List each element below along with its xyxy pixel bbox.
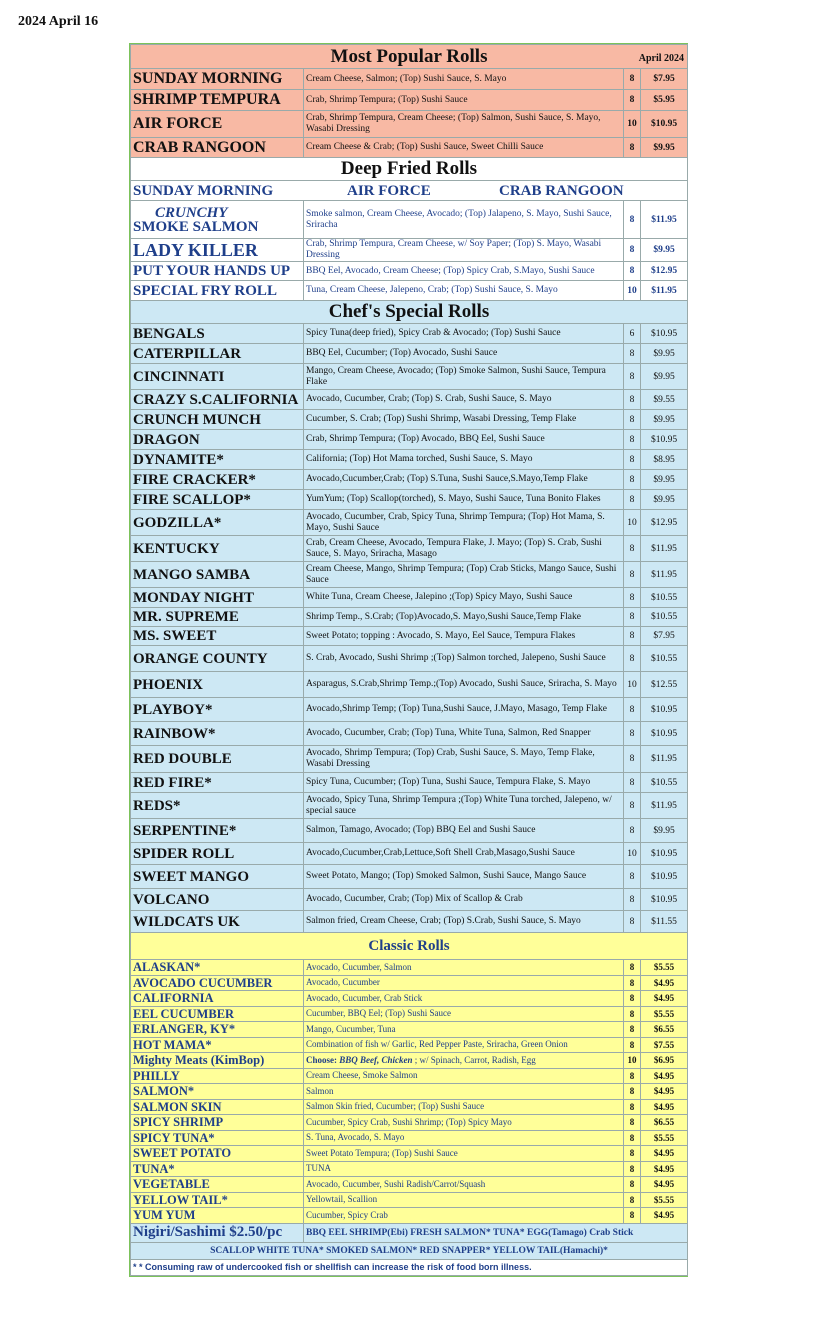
item-description: Avocado, Cucumber, Crab; (Top) Tuna, White Tuna, Salmon, Red Snapper <box>304 722 624 746</box>
item-piece-count: 8 <box>624 239 641 262</box>
item-price: $7.95 <box>641 69 688 90</box>
item-description: S. Crab, Avocado, Sushi Shrimp ;(Top) Salmon torched, Jalepeno, Sushi Sauce <box>304 646 624 672</box>
item-price: $4.95 <box>641 1146 688 1162</box>
item-piece-count: 10 <box>624 1053 641 1069</box>
item-description: Mango, Cucumber, Tuna <box>304 1022 624 1038</box>
item-piece-count: 8 <box>624 608 641 627</box>
item-description: TUNA <box>304 1161 624 1177</box>
item-price: $11.95 <box>641 281 688 301</box>
item-price: $10.55 <box>641 588 688 608</box>
item-name: KENTUCKY <box>131 536 304 562</box>
menu-item-row <box>131 819 688 843</box>
item-description: BBQ Eel, Cucumber; (Top) Avocado, Sushi Sauce <box>304 344 624 364</box>
item-piece-count: 10 <box>624 672 641 698</box>
item-name: RED FIRE* <box>131 773 304 793</box>
item-price: $9.95 <box>641 410 688 430</box>
item-piece-count: 8 <box>624 1115 641 1131</box>
item-name: MR. SUPREME <box>131 608 304 627</box>
menu-item-row <box>131 239 688 262</box>
item-description: Avocado, Cucumber, Crab; (Top) S. Crab, Sushi Sauce, S. Mayo <box>304 390 624 410</box>
item-price: $12.55 <box>641 672 688 698</box>
menu-item-row <box>131 1099 688 1115</box>
item-description: Sweet Potato Tempura; (Top) Sushi Sauce <box>304 1146 624 1162</box>
item-name: TUNA* <box>131 1161 304 1177</box>
nigiri-label: Nigiri/Sashimi $2.50/pc <box>131 1223 304 1242</box>
item-piece-count: 8 <box>624 865 641 889</box>
menu-item-row <box>131 1130 688 1146</box>
item-description: S. Tuna, Avocado, S. Mayo <box>304 1130 624 1146</box>
item-description: Avocado, Cucumber, Sushi Radish/Carrot/Squash <box>304 1177 624 1193</box>
warning-row <box>131 1259 688 1275</box>
item-price: $10.55 <box>641 608 688 627</box>
menu-item-row <box>131 1208 688 1224</box>
item-name: SWEET MANGO <box>131 865 304 889</box>
item-description: Cucumber, Spicy Crab, Sushi Shrimp; (Top) Spicy Mayo <box>304 1115 624 1131</box>
item-name: CATERPILLAR <box>131 344 304 364</box>
item-piece-count: 8 <box>624 1130 641 1146</box>
item-piece-count: 8 <box>624 490 641 510</box>
menu-item-row <box>131 698 688 722</box>
item-piece-count: 8 <box>624 646 641 672</box>
item-name: CINCINNATI <box>131 364 304 390</box>
item-description: Combination of fish w/ Garlic, Red Pepper Paste, Sriracha, Green Onion <box>304 1037 624 1053</box>
item-piece-count: 8 <box>624 138 641 158</box>
item-price: $10.95 <box>641 111 688 138</box>
item-description: Salmon Skin fried, Cucumber; (Top) Sushi Sauce <box>304 1099 624 1115</box>
item-piece-count: 8 <box>624 69 641 90</box>
item-description: Cucumber, S. Crab; (Top) Sushi Shrimp, Wasabi Dressing, Temp Flake <box>304 410 624 430</box>
item-name: SERPENTINE* <box>131 819 304 843</box>
item-name: GODZILLA* <box>131 510 304 536</box>
menu-item-row <box>131 1037 688 1053</box>
item-piece-count: 8 <box>624 746 641 773</box>
item-price: $8.95 <box>641 450 688 470</box>
menu-item-row <box>131 1022 688 1038</box>
item-description: Spicy Tuna(deep fried), Spicy Crab & Avocado; (Top) Sushi Sauce <box>304 324 624 344</box>
item-description: YumYum; (Top) Scallop(torched), S. Mayo, Sushi Sauce, Tuna Bonito Flakes <box>304 490 624 510</box>
item-description: Salmon, Tamago, Avocado; (Top) BBQ Eel and Sushi Sauce <box>304 819 624 843</box>
item-description: Cucumber, BBQ Eel; (Top) Sushi Sauce <box>304 1006 624 1022</box>
item-piece-count: 8 <box>624 1068 641 1084</box>
item-name: ALASKAN* <box>131 960 304 976</box>
item-piece-count: 8 <box>624 1022 641 1038</box>
item-piece-count: 8 <box>624 1192 641 1208</box>
item-description: Avocado, Spicy Tuna, Shrimp Tempura ;(Top) White Tuna torched, Jalepeno, w/ special sauce <box>304 793 624 819</box>
item-price: $11.95 <box>641 746 688 773</box>
menu-item-row <box>131 1177 688 1193</box>
item-description: Cream Cheese & Crab; (Top) Sushi Sauce, Sweet Chilli Sauce <box>304 138 624 158</box>
menu-item-row <box>131 911 688 933</box>
menu-item-row <box>131 975 688 991</box>
item-name: PHOENIX <box>131 672 304 698</box>
item-name: RAINBOW* <box>131 722 304 746</box>
item-name: MS. SWEET <box>131 627 304 646</box>
item-name: SALMON* <box>131 1084 304 1100</box>
item-name: BENGALS <box>131 324 304 344</box>
item-price: $9.95 <box>641 490 688 510</box>
item-piece-count: 8 <box>624 889 641 911</box>
item-name: MONDAY NIGHT <box>131 588 304 608</box>
item-piece-count: 8 <box>624 819 641 843</box>
item-price: $6.55 <box>641 1115 688 1131</box>
item-price: $11.95 <box>641 793 688 819</box>
item-name: PLAYBOY* <box>131 698 304 722</box>
item-price: $10.95 <box>641 430 688 450</box>
deep-fried-title: Deep Fried Rolls <box>131 158 688 181</box>
item-piece-count: 8 <box>624 450 641 470</box>
item-description: Avocado, Cucumber, Crab Stick <box>304 991 624 1007</box>
item-description: Cucumber, Spicy Crab <box>304 1208 624 1224</box>
item-price: $10.95 <box>641 722 688 746</box>
item-price: $10.95 <box>641 889 688 911</box>
menu-item-row <box>131 627 688 646</box>
item-piece-count: 6 <box>624 324 641 344</box>
menu-item-row <box>131 960 688 976</box>
deep-fried-subtitle-item: CRAB RANGOON <box>499 183 624 199</box>
item-price: $5.55 <box>641 1192 688 1208</box>
item-piece-count: 8 <box>624 773 641 793</box>
nigiri-row-2 <box>131 1242 688 1259</box>
item-piece-count: 10 <box>624 510 641 536</box>
item-piece-count: 8 <box>624 975 641 991</box>
popular-title-row <box>131 45 688 69</box>
item-piece-count: 8 <box>624 1006 641 1022</box>
chef-title: Chef's Special Rolls <box>131 301 688 324</box>
item-piece-count: 8 <box>624 1037 641 1053</box>
item-price: $4.95 <box>641 1161 688 1177</box>
menu-item-row <box>131 69 688 90</box>
menu-item-row <box>131 991 688 1007</box>
item-piece-count: 8 <box>624 262 641 281</box>
item-price: $9.95 <box>641 470 688 490</box>
item-name: SHRIMP TEMPURA <box>131 90 304 111</box>
item-price: $10.95 <box>641 865 688 889</box>
item-piece-count: 8 <box>624 470 641 490</box>
item-description: Avocado, Cucumber <box>304 975 624 991</box>
item-name: DRAGON <box>131 430 304 450</box>
item-price: $10.55 <box>641 773 688 793</box>
menu-item-row <box>131 281 688 301</box>
item-price: $6.95 <box>641 1053 688 1069</box>
menu-item-row <box>131 262 688 281</box>
item-name <box>131 201 304 239</box>
menu-item-row <box>131 536 688 562</box>
item-piece-count: 8 <box>624 364 641 390</box>
item-description: Smoke salmon, Cream Cheese, Avocado; (Top) Jalapeno, S. Mayo, Sushi Sauce, Sriracha <box>304 201 624 239</box>
item-piece-count: 8 <box>624 991 641 1007</box>
item-description: Crab, Shrimp Tempura; (Top) Sushi Sauce <box>304 90 624 111</box>
item-description: Avocado, Cucumber, Crab, Spicy Tuna, Shrimp Tempura; (Top) Hot Mama, S. Mayo, Sushi Sauce <box>304 510 624 536</box>
item-price: $9.95 <box>641 364 688 390</box>
item-piece-count: 8 <box>624 390 641 410</box>
item-name: FIRE SCALLOP* <box>131 490 304 510</box>
item-price: $11.95 <box>641 201 688 239</box>
menu-item-row <box>131 722 688 746</box>
item-name-main: SMOKE SALMON <box>133 218 259 235</box>
menu-item-row <box>131 364 688 390</box>
item-piece-count: 8 <box>624 410 641 430</box>
menu-item-row <box>131 608 688 627</box>
item-price: $4.95 <box>641 1177 688 1193</box>
menu-item-row <box>131 889 688 911</box>
item-name: PHILLY <box>131 1068 304 1084</box>
item-description: Cream Cheese, Smoke Salmon <box>304 1068 624 1084</box>
item-description: Choose: BBQ Beef, Chicken ; w/ Spinach, Carrot, Radish, Egg <box>304 1053 624 1069</box>
item-price: $5.55 <box>641 960 688 976</box>
menu-item-row <box>131 646 688 672</box>
menu-item-row <box>131 490 688 510</box>
item-piece-count: 8 <box>624 1084 641 1100</box>
item-piece-count: 8 <box>624 698 641 722</box>
item-name: DYNAMITE* <box>131 450 304 470</box>
item-price: $5.95 <box>641 90 688 111</box>
item-description: Avocado, Cucumber, Crab; (Top) Mix of Scallop & Crab <box>304 889 624 911</box>
popular-title-note: April 2024 <box>638 53 684 64</box>
item-description: Avocado, Shrimp Tempura; (Top) Crab, Sushi Sauce, S. Mayo, Temp Flake, Wasabi Dressing <box>304 746 624 773</box>
item-piece-count: 8 <box>624 344 641 364</box>
item-name: FIRE CRACKER* <box>131 470 304 490</box>
menu-item-row <box>131 746 688 773</box>
item-price: $9.95 <box>641 819 688 843</box>
item-description: BBQ Eel, Avocado, Cream Cheese; (Top) Spicy Crab, S.Mayo, Sushi Sauce <box>304 262 624 281</box>
item-price: $9.55 <box>641 390 688 410</box>
menu-table <box>129 43 688 1277</box>
item-name: EEL CUCUMBER <box>131 1006 304 1022</box>
menu-item-row <box>131 138 688 158</box>
item-price: $4.95 <box>641 975 688 991</box>
nigiri-items-line1: BBQ EEL SHRIMP(Ebi) FRESH SALMON* TUNA* EGG(Tamago) Crab Stick <box>304 1223 688 1242</box>
item-piece-count: 10 <box>624 843 641 865</box>
menu-item-row <box>131 1115 688 1131</box>
item-desc-choose: Choose: <box>306 1054 340 1065</box>
item-piece-count: 8 <box>624 1146 641 1162</box>
popular-title: Most Popular Rolls April 2024 <box>131 45 688 69</box>
item-price: $9.95 <box>641 344 688 364</box>
item-piece-count: 8 <box>624 201 641 239</box>
item-description: Cream Cheese, Mango, Shrimp Tempura; (Top) Crab Sticks, Mango Sauce, Sushi Sauce <box>304 562 624 588</box>
item-piece-count: 8 <box>624 536 641 562</box>
classic-title: Classic Rolls <box>131 933 688 960</box>
item-description: Cream Cheese, Salmon; (Top) Sushi Sauce, S. Mayo <box>304 69 624 90</box>
item-name: RED DOUBLE <box>131 746 304 773</box>
item-name-top: CRUNCHY <box>155 204 228 221</box>
item-description: Yellowtail, Scallion <box>304 1192 624 1208</box>
menu-item-row <box>131 1053 688 1069</box>
menu-item-row <box>131 390 688 410</box>
item-name: SWEET POTATO <box>131 1146 304 1162</box>
item-name: AVOCADO CUCUMBER <box>131 975 304 991</box>
menu-item-row <box>131 1192 688 1208</box>
item-description: Tuna, Cream Cheese, Jalepeno, Crab; (Top) Sushi Sauce, S. Mayo <box>304 281 624 301</box>
item-piece-count: 8 <box>624 1177 641 1193</box>
item-piece-count: 8 <box>624 430 641 450</box>
item-description: Crab, Shrimp Tempura; (Top) Avocado, BBQ Eel, Sushi Sauce <box>304 430 624 450</box>
menu-item-row <box>131 510 688 536</box>
item-name: LADY KILLER <box>131 239 304 262</box>
item-description: California; (Top) Hot Mama torched, Sushi Sauce, S. Mayo <box>304 450 624 470</box>
item-description: Asparagus, S.Crab,Shrimp Temp.;(Top) Avocado, Sushi Sauce, Sriracha, S. Mayo <box>304 672 624 698</box>
item-piece-count: 8 <box>624 722 641 746</box>
nigiri-row <box>131 1223 688 1242</box>
menu-item-row <box>131 865 688 889</box>
item-piece-count: 8 <box>624 960 641 976</box>
item-name: MANGO SAMBA <box>131 562 304 588</box>
menu-item-row <box>131 324 688 344</box>
menu-item-row <box>131 201 688 239</box>
item-name: PUT YOUR HANDS UP <box>131 262 304 281</box>
item-name: SALMON SKIN <box>131 1099 304 1115</box>
menu-item-row <box>131 344 688 364</box>
deep-fried-subtitle <box>131 181 688 201</box>
item-name: CALIFORNIA <box>131 991 304 1007</box>
item-name: VOLCANO <box>131 889 304 911</box>
item-name: REDS* <box>131 793 304 819</box>
menu-item-row <box>131 843 688 865</box>
deep-fried-title-row <box>131 158 688 181</box>
item-name: YELLOW TAIL* <box>131 1192 304 1208</box>
food-warning: * * Consuming raw of undercooked fish or shellfish can increase the risk of food born illness. <box>131 1259 688 1275</box>
item-description: Avocado, Cucumber, Salmon <box>304 960 624 976</box>
item-name: AIR FORCE <box>131 111 304 138</box>
item-name: Mighty Meats (KimBop) <box>131 1053 304 1069</box>
menu-item-row <box>131 793 688 819</box>
item-name: SPICY SHRIMP <box>131 1115 304 1131</box>
item-price: $10.95 <box>641 843 688 865</box>
item-price: $10.95 <box>641 324 688 344</box>
item-description: Shrimp Temp., S.Crab; (Top)Avocado,S. Mayo,Sushi Sauce,Temp Flake <box>304 608 624 627</box>
menu-item-row <box>131 430 688 450</box>
menu-item-row <box>131 588 688 608</box>
deep-fried-subtitle-item: SUNDAY MORNING <box>133 183 274 199</box>
item-name: ERLANGER, KY* <box>131 1022 304 1038</box>
item-name: YUM YUM <box>131 1208 304 1224</box>
item-price: $5.55 <box>641 1130 688 1146</box>
item-price: $11.95 <box>641 536 688 562</box>
item-piece-count: 10 <box>624 111 641 138</box>
item-description: Mango, Cream Cheese, Avocado; (Top) Smoke Salmon, Sushi Sauce, Tempura Flake <box>304 364 624 390</box>
item-price: $11.55 <box>641 911 688 933</box>
item-piece-count: 8 <box>624 1099 641 1115</box>
menu-item-row <box>131 773 688 793</box>
item-description: Salmon <box>304 1084 624 1100</box>
item-price: $9.95 <box>641 239 688 262</box>
item-description: Spicy Tuna, Cucumber; (Top) Tuna, Sushi Sauce, Tempura Flake, S. Mayo <box>304 773 624 793</box>
item-name: SPICY TUNA* <box>131 1130 304 1146</box>
item-name: CRAB RANGOON <box>131 138 304 158</box>
menu-item-row <box>131 470 688 490</box>
nigiri-items-line2: SCALLOP WHITE TUNA* SMOKED SALMON* RED SNAPPER* YELLOW TAIL(Hamachi)* <box>131 1242 688 1259</box>
item-price: $7.95 <box>641 627 688 646</box>
menu-item-row <box>131 1068 688 1084</box>
menu-item-row <box>131 90 688 111</box>
item-price: $11.95 <box>641 562 688 588</box>
menu-item-row <box>131 410 688 430</box>
deep-fried-subtitle-item: AIR FORCE <box>347 183 431 199</box>
item-price: $9.95 <box>641 138 688 158</box>
item-price: $10.55 <box>641 646 688 672</box>
item-name: SPECIAL FRY ROLL <box>131 281 304 301</box>
item-name: ORANGE COUNTY <box>131 646 304 672</box>
menu-item-row <box>131 1146 688 1162</box>
item-name: VEGETABLE <box>131 1177 304 1193</box>
menu-item-row <box>131 450 688 470</box>
item-description: White Tuna, Cream Cheese, Jalepino ;(Top) Spicy Mayo, Sushi Sauce <box>304 588 624 608</box>
item-price: $12.95 <box>641 262 688 281</box>
item-name: CRAZY S.CALIFORNIA <box>131 390 304 410</box>
menu-item-row <box>131 1084 688 1100</box>
menu-item-row <box>131 111 688 138</box>
item-name: HOT MAMA* <box>131 1037 304 1053</box>
item-price: $10.95 <box>641 698 688 722</box>
item-price: $4.95 <box>641 991 688 1007</box>
item-description: Crab, Shrimp Tempura, Cream Cheese; (Top) Salmon, Sushi Sauce, S. Mayo, Wasabi Dressing <box>304 111 624 138</box>
item-price: $4.95 <box>641 1068 688 1084</box>
item-piece-count: 8 <box>624 1208 641 1224</box>
item-name: WILDCATS UK <box>131 911 304 933</box>
item-name: SPIDER ROLL <box>131 843 304 865</box>
menu-item-row <box>131 1161 688 1177</box>
menu-item-row <box>131 672 688 698</box>
item-piece-count: 8 <box>624 911 641 933</box>
item-description: Salmon fried, Cream Cheese, Crab; (Top) S.Crab, Sushi Sauce, S. Mayo <box>304 911 624 933</box>
item-price: $4.95 <box>641 1208 688 1224</box>
item-price: $6.55 <box>641 1022 688 1038</box>
menu-item-row <box>131 562 688 588</box>
chef-title-row <box>131 301 688 324</box>
menu-item-row <box>131 1006 688 1022</box>
item-description: Sweet Potato; topping : Avocado, S. Mayo, Eel Sauce, Tempura Flakes <box>304 627 624 646</box>
item-name: CRUNCH MUNCH <box>131 410 304 430</box>
item-piece-count: 8 <box>624 562 641 588</box>
item-name: SUNDAY MORNING <box>131 69 304 90</box>
item-piece-count: 10 <box>624 281 641 301</box>
item-price: $4.95 <box>641 1084 688 1100</box>
item-piece-count: 8 <box>624 793 641 819</box>
item-desc-options: BBQ Beef, Chicken <box>339 1054 413 1065</box>
item-price: $7.55 <box>641 1037 688 1053</box>
item-piece-count: 8 <box>624 588 641 608</box>
date-header: 2024 April 16 <box>18 14 99 29</box>
item-price: $4.95 <box>641 1099 688 1115</box>
item-description: Crab, Shrimp Tempura, Cream Cheese, w/ Soy Paper; (Top) S. Mayo, Wasabi Dressing <box>304 239 624 262</box>
item-piece-count: 8 <box>624 90 641 111</box>
item-piece-count: 8 <box>624 1161 641 1177</box>
item-description: Crab, Cream Cheese, Avocado, Tempura Flake, J. Mayo; (Top) S. Crab, Sushi Sauce, S. Mayo, Sriracha, Masago <box>304 536 624 562</box>
item-description: Avocado,Shrimp Temp; (Top) Tuna,Sushi Sauce, J.Mayo, Masago, Temp Flake <box>304 698 624 722</box>
classic-title-row <box>131 933 688 960</box>
item-price: $12.95 <box>641 510 688 536</box>
item-price: $5.55 <box>641 1006 688 1022</box>
item-description: Sweet Potato, Mango; (Top) Smoked Salmon, Sushi Sauce, Mango Sauce <box>304 865 624 889</box>
item-description: Avocado,Cucumber,Crab; (Top) S.Tuna, Sushi Sauce,S.Mayo,Temp Flake <box>304 470 624 490</box>
item-description: Avocado,Cucumber,Crab,Lettuce,Soft Shell Crab,Masago,Sushi Sauce <box>304 843 624 865</box>
item-piece-count: 8 <box>624 627 641 646</box>
deep-fried-subtitle-row <box>131 181 688 201</box>
